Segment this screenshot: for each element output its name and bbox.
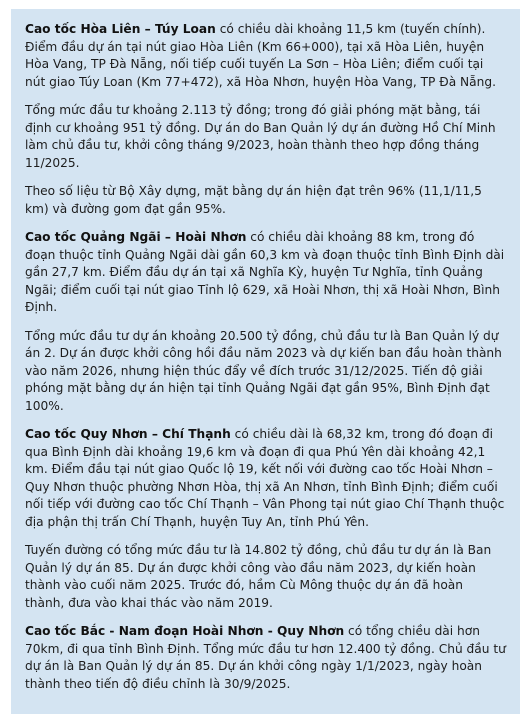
- paragraph-text: Tổng mức đầu tư dự án khoảng 20.500 tỷ đồng, chủ đầu tư là Ban Quản lý dự án 2. Dự án được khởi công hồi đầu năm 2023 và dự kiến ban đầu hoàn thành vào năm 2026, nhưng hiện thúc đẩy về đích trước 31/12/2025. Tiến độ giải phóng mặt bằng dự án hiện tại tỉnh Quảng Ngãi đạt gần 95%, Bình Định đạt 100%.: [25, 328, 502, 413]
- paragraph-text: có tổng chiều dài hơn 70km, đi qua tỉnh Bình Định. Tổng mức đầu tư hơn 12.400 tỷ đồng. Chủ đầu tư dự án là Ban Quản lý dự án 85. Dự án khởi công ngày 1/1/2023, ngày hoàn thành theo tiến độ điều chỉnh là 30/9/2025.: [25, 624, 506, 691]
- paragraph-quy-nhon-chi-thanh: [25, 426, 506, 531]
- paragraph-text: có chiều dài khoảng 88 km, trong đó đoạn thuộc tỉnh Quảng Ngãi dài gần 60,3 km và đoạn thuộc tỉnh Bình Định dài gần 27,7 km. Điểm đầu dự án tại xã Nghĩa Kỳ, huyện Tư Nghĩa, tỉnh Quảng Ngãi; điểm cuối tại nút giao Tỉnh lộ 629, xã Hoài Nhơn, thị xã Hoài Nhơn, Bình Định.: [25, 230, 505, 314]
- paragraph-hoa-lien-tuy-loan: [25, 21, 506, 91]
- paragraph-investment-quy-nhon: [25, 542, 506, 612]
- paragraph-site-clearance-hoa-lien: [25, 183, 506, 218]
- paragraph-text: Theo số liệu từ Bộ Xây dựng, mặt bằng dự án hiện đạt trên 96% (11,1/11,5 km) và đường gom đạt gần 95%.: [25, 184, 482, 216]
- paragraph-investment-hoa-lien: [25, 102, 506, 172]
- paragraph-quang-ngai-hoai-nhon: [25, 229, 506, 317]
- paragraph-text: Tổng mức đầu tư khoảng 2.113 tỷ đồng; trong đó giải phóng mặt bằng, tái định cư khoảng 951 tỷ đồng. Dự án do Ban Quản lý dự án đường Hồ Chí Minh làm chủ đầu tư, khởi công tháng 9/2023, hoàn thành theo hợp đồng tháng 11/2025.: [25, 103, 496, 170]
- paragraph-text: Tuyến đường có tổng mức đầu tư là 14.802 tỷ đồng, chủ đầu tư dự án là Ban Quản lý dự án 85. Dự án được khởi công vào đầu năm 2023, dự kiến hoàn thành vào cuối năm 2025. Trước đó, hầm Cù Mông thuộc dự án đã hoàn thành, đưa vào khai thác vào năm 2019.: [25, 543, 492, 610]
- paragraph-text: có chiều dài khoảng 11,5 km (tuyến chính). Điểm đầu dự án tại nút giao Hòa Liên (Km 66+000), tại xã Hòa Liên, huyện Hòa Vang, TP Đà Nẵng, nối tiếp cuối tuyến La Sơn – Hòa Liên; điểm cuối tại nút giao Túy Loan (Km 77+472), xã Hòa Nhơn, huyện Hòa Vang, TP Đà Nẵng.: [25, 22, 496, 89]
- paragraph-heading: Cao tốc Quy Nhơn – Chí Thạnh: [25, 427, 231, 441]
- paragraph-hoai-nhon-quy-nhon: [25, 623, 506, 693]
- article-info-box: [11, 9, 520, 714]
- paragraph-heading: Cao tốc Hòa Liên – Túy Loan: [25, 22, 216, 36]
- paragraph-heading: Cao tốc Bắc - Nam đoạn Hoài Nhơn - Quy Nhơn: [25, 624, 345, 638]
- paragraph-heading: Cao tốc Quảng Ngãi – Hoài Nhơn: [25, 230, 247, 244]
- paragraph-text: có chiều dài là 68,32 km, trong đó đoạn đi qua Bình Định dài khoảng 19,6 km và đoạn đi qua Phú Yên dài khoảng 42,1 km. Điểm đầu tại nút giao Quốc lộ 19, kết nối với đường cao tốc Hoài Nhơn – Quy Nhơn thuộc phường Nhơn Hòa, thị xã An Nhơn, tỉnh Bình Định; điểm cuối nối tiếp với đường cao tốc Chí Thạnh – Vân Phong tại nút giao Chí Thạnh thuộc địa phận thị trấn Chí Thạnh, huyện Tuy An, tỉnh Phú Yên.: [25, 427, 505, 529]
- paragraph-investment-quang-ngai: [25, 328, 506, 416]
